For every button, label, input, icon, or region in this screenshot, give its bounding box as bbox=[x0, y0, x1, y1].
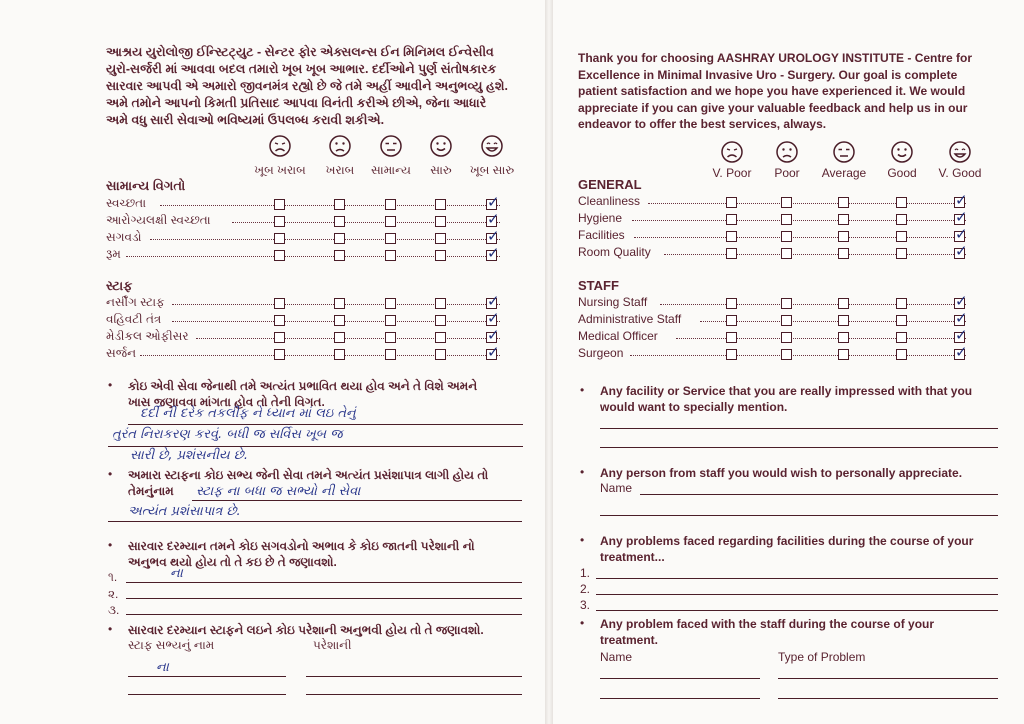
answer-line[interactable] bbox=[600, 678, 760, 679]
check-mark-icon: ✓ bbox=[487, 310, 500, 327]
rating-checkbox[interactable] bbox=[781, 349, 792, 360]
list-number: 3. bbox=[580, 598, 591, 612]
rating-checkbox[interactable] bbox=[896, 197, 907, 208]
rating-checkbox[interactable] bbox=[385, 349, 396, 360]
intro-english bbox=[578, 50, 998, 133]
rating-checkbox[interactable] bbox=[896, 214, 907, 225]
general-section-title: સામાન્ય વિગતો bbox=[106, 178, 186, 193]
rating-checkbox[interactable] bbox=[838, 197, 849, 208]
check-mark-icon: ✓ bbox=[487, 245, 500, 262]
scale-label: ખૂબ સારુ bbox=[469, 163, 515, 177]
answer-line[interactable] bbox=[126, 582, 522, 583]
handwritten-answer: ના bbox=[170, 566, 183, 581]
handwritten-answer: સારી છે, પ્રશંસનીય છે. bbox=[130, 448, 248, 463]
staff-section-title: STAFF bbox=[578, 278, 619, 293]
handwritten-answer: દર્દી ની દરેક તકલીફ ને ધ્યાન માં લઇ તેનું bbox=[140, 406, 356, 421]
question-text: અમારા સ્ટાફના કોઇ સભ્ય જેની સેવા તમને અત્યંત પ્રસંશાપાત્ર લાગી હોય તો bbox=[128, 468, 489, 482]
answer-line[interactable] bbox=[108, 446, 523, 447]
dotted-leader bbox=[196, 338, 500, 339]
rating-checkbox[interactable] bbox=[726, 197, 737, 208]
row-label: Room Quality bbox=[578, 245, 651, 259]
check-mark-icon: ✓ bbox=[487, 211, 500, 228]
row-label: Hygiene bbox=[578, 211, 623, 225]
answer-line[interactable] bbox=[600, 515, 998, 516]
very-poor-face-icon bbox=[269, 135, 291, 157]
question-text: treatment. bbox=[600, 633, 659, 647]
question-2-en: Any person from staff you would wish to personally appreciate. bbox=[600, 466, 963, 480]
rating-checkbox[interactable] bbox=[726, 214, 737, 225]
row-label: Medical Officer bbox=[578, 329, 658, 343]
intro-line: યુરો-સર્જરી માં આવવા બદલ તમારો ખૂબ ખૂબ આભાર. દર્દીઓને પુર્ણ સંતોષકારક bbox=[106, 62, 497, 76]
scale-label: Average bbox=[821, 166, 867, 180]
rating-checkbox[interactable] bbox=[838, 315, 849, 326]
rating-checkbox[interactable] bbox=[334, 250, 345, 261]
dotted-leader bbox=[700, 321, 966, 322]
answer-line[interactable] bbox=[596, 594, 998, 595]
question-text: Any problem faced with the staff during the course of your bbox=[600, 617, 935, 631]
row-label: Facilities bbox=[578, 228, 625, 242]
staff-section-title: સ્ટાફ bbox=[106, 278, 133, 293]
rating-checkbox[interactable] bbox=[781, 231, 792, 242]
question-4-en bbox=[600, 616, 1000, 648]
intro-line: અમે તમોને આપનો કિમતી પ્રતિસાદ આપવા વિનંતી કરીએ છીએ, જેના આધારે bbox=[106, 96, 487, 110]
answer-line[interactable] bbox=[640, 494, 998, 495]
rating-checkbox[interactable] bbox=[838, 349, 849, 360]
list-number: ૩. bbox=[108, 603, 120, 617]
question-3-gu bbox=[128, 538, 538, 570]
rating-checkbox[interactable] bbox=[385, 332, 396, 343]
scale-label: સામાન્ય bbox=[371, 163, 411, 177]
handwritten-answer: અત્યંત પ્રશંસાપાત્ર છે. bbox=[128, 504, 241, 519]
list-number: ૨. bbox=[108, 587, 119, 601]
rating-checkbox[interactable] bbox=[274, 233, 285, 244]
scale-label: Poor bbox=[774, 166, 800, 180]
staff-name-label: સ્ટાફ સભ્યનું નામ bbox=[128, 638, 215, 652]
intro-line: endeavor to offer the best services, always. bbox=[578, 117, 827, 131]
rating-checkbox[interactable] bbox=[435, 199, 446, 210]
rating-checkbox[interactable] bbox=[838, 214, 849, 225]
rating-checkbox[interactable] bbox=[726, 231, 737, 242]
dotted-leader bbox=[150, 239, 500, 240]
problem-type-label: Type of Problem bbox=[778, 650, 866, 664]
intro-line: Thank you for choosing AASHRAY UROLOGY INSTITUTE - Centre for bbox=[578, 51, 973, 65]
question-text: અનુભવ થયો હોય તો તે કઇ છે તે જણાવશો. bbox=[128, 555, 337, 569]
answer-line[interactable] bbox=[128, 694, 286, 695]
rating-checkbox[interactable] bbox=[334, 199, 345, 210]
check-mark-icon: ✓ bbox=[955, 209, 968, 226]
rating-checkbox[interactable] bbox=[896, 332, 907, 343]
check-mark-icon: ✓ bbox=[487, 293, 500, 310]
rating-checkbox[interactable] bbox=[838, 332, 849, 343]
row-label: Cleanliness bbox=[578, 194, 641, 208]
rating-checkbox[interactable] bbox=[838, 231, 849, 242]
rating-checkbox[interactable] bbox=[726, 315, 737, 326]
rating-checkbox[interactable] bbox=[274, 315, 285, 326]
answer-line[interactable] bbox=[192, 500, 522, 501]
answer-line[interactable] bbox=[126, 598, 522, 599]
rating-checkbox[interactable] bbox=[385, 216, 396, 227]
average-face-icon bbox=[833, 141, 855, 163]
rating-checkbox[interactable] bbox=[726, 349, 737, 360]
answer-line[interactable] bbox=[306, 694, 522, 695]
rating-checkbox[interactable] bbox=[385, 315, 396, 326]
rating-checkbox[interactable] bbox=[435, 233, 446, 244]
dotted-leader bbox=[664, 254, 966, 255]
intro-line: Excellence in Minimal Invasive Uro - Surgery. Our goal is complete bbox=[578, 67, 958, 82]
question-1-en bbox=[600, 383, 1000, 415]
rating-checkbox[interactable] bbox=[385, 298, 396, 309]
intro-line: appreciate if you can give your valuable feedback and help us in our bbox=[578, 100, 968, 115]
row-label: મેડીકલ ઓફીસર bbox=[106, 329, 189, 343]
scale-label: V. Poor bbox=[712, 166, 752, 180]
answer-line[interactable] bbox=[778, 698, 998, 699]
answer-line[interactable] bbox=[596, 610, 998, 611]
answer-line[interactable] bbox=[126, 614, 522, 615]
name-label: Name bbox=[600, 650, 633, 664]
rating-checkbox[interactable] bbox=[334, 349, 345, 360]
answer-line[interactable] bbox=[306, 676, 522, 677]
rating-checkbox[interactable] bbox=[385, 250, 396, 261]
answer-line[interactable] bbox=[778, 678, 998, 679]
poor-face-icon bbox=[776, 141, 798, 163]
question-text: would want to specially mention. bbox=[600, 400, 788, 414]
answer-line[interactable] bbox=[108, 521, 522, 522]
check-mark-icon: ✓ bbox=[955, 243, 968, 260]
rating-checkbox[interactable] bbox=[726, 332, 737, 343]
check-mark-icon: ✓ bbox=[955, 344, 968, 361]
answer-line[interactable] bbox=[600, 447, 998, 448]
check-mark-icon: ✓ bbox=[487, 228, 500, 245]
rating-checkbox[interactable] bbox=[838, 298, 849, 309]
row-label: સગવડો bbox=[106, 230, 142, 244]
row-label: Surgeon bbox=[578, 346, 624, 360]
scale-label: V. Good bbox=[938, 166, 982, 180]
check-mark-icon: ✓ bbox=[487, 194, 500, 211]
handwritten-answer: ના bbox=[156, 660, 169, 675]
intro-line: આશ્રય યુરોલોજી ઈન્સ્ટિટ્યુટ - સેન્ટર ફોર એક્સલન્સ ઈન મિનિમલ ઈન્વેસીવ bbox=[106, 45, 494, 59]
dotted-leader bbox=[630, 355, 966, 356]
rating-checkbox[interactable] bbox=[781, 332, 792, 343]
dotted-leader bbox=[232, 222, 500, 223]
rating-checkbox[interactable] bbox=[896, 349, 907, 360]
dotted-leader bbox=[634, 237, 966, 238]
intro-line: patient satisfaction and we hope you have experienced it. We would bbox=[578, 84, 966, 98]
question-4-gu: સારવાર દરમ્યાન સ્ટાફને લઇને કોઇ પરેશાની અનુભવી હોય તો તે જણાવશો. bbox=[128, 623, 484, 637]
row-label: સર્જન bbox=[106, 346, 137, 360]
question-text: ખાસ જણાવવા માંગતા હોવ તો તેની વિગત. bbox=[128, 395, 325, 409]
question-3-en bbox=[600, 533, 1000, 565]
row-label: સ્વચ્છતા bbox=[106, 196, 147, 210]
rating-checkbox[interactable] bbox=[896, 315, 907, 326]
bullet-icon: • bbox=[580, 383, 585, 397]
answer-line[interactable] bbox=[128, 676, 286, 677]
rating-checkbox[interactable] bbox=[435, 216, 446, 227]
handwritten-answer: સ્ટાફ ના બધા જ સભ્યો ની સેવા bbox=[196, 484, 361, 499]
very-good-face-icon bbox=[949, 141, 971, 163]
scale-label: Good bbox=[887, 166, 917, 180]
dotted-leader bbox=[632, 220, 966, 221]
rating-checkbox[interactable] bbox=[274, 349, 285, 360]
dotted-leader bbox=[648, 203, 966, 204]
rating-checkbox[interactable] bbox=[435, 250, 446, 261]
row-label: નર્સીંગ સ્ટાફ bbox=[106, 295, 165, 309]
dotted-leader bbox=[140, 355, 500, 356]
very-good-face-icon bbox=[481, 135, 503, 157]
handwritten-answer: તુરંત નિરાકરણ કરવું. બધી જ સર્વિસ ખૂબ જ bbox=[112, 427, 343, 442]
question-text: સારવાર દરમ્યાન તમને કોઇ સગવડોનો અભાવ કે કોઇ જાતની પરેશાની નો bbox=[128, 539, 475, 553]
scale-label: ખૂબ ખરાબ bbox=[254, 163, 306, 177]
question-text: Any facility or Service that you are really impressed with that you bbox=[600, 384, 973, 398]
bullet-icon: • bbox=[580, 533, 585, 547]
very-poor-face-icon bbox=[721, 141, 743, 163]
intro-line: સારવાર આપવી એ અમારો જીવનમંત્ર રહ્યો છે જે તમે અહીં આવીને અનુભવ્યુ હશે. bbox=[106, 79, 509, 93]
answer-line[interactable] bbox=[600, 428, 998, 429]
rating-checkbox[interactable] bbox=[435, 298, 446, 309]
list-number: 1. bbox=[580, 566, 591, 580]
bullet-icon: • bbox=[108, 622, 113, 636]
question-text: તેમનુંનામ bbox=[128, 484, 174, 498]
rating-checkbox[interactable] bbox=[274, 332, 285, 343]
rating-checkbox[interactable] bbox=[274, 298, 285, 309]
check-mark-icon: ✓ bbox=[955, 310, 968, 327]
rating-checkbox[interactable] bbox=[896, 231, 907, 242]
rating-checkbox[interactable] bbox=[274, 199, 285, 210]
problem-label: પરેશાની bbox=[313, 638, 352, 652]
rating-checkbox[interactable] bbox=[781, 197, 792, 208]
question-text: treatment... bbox=[600, 550, 665, 564]
dotted-leader bbox=[160, 205, 500, 206]
answer-line[interactable] bbox=[128, 424, 523, 425]
rating-checkbox[interactable] bbox=[274, 250, 285, 261]
answer-line[interactable] bbox=[596, 578, 998, 579]
rating-checkbox[interactable] bbox=[781, 248, 792, 259]
rating-checkbox[interactable] bbox=[334, 216, 345, 227]
intro-gujarati bbox=[106, 44, 536, 129]
good-face-icon bbox=[430, 135, 452, 157]
rating-checkbox[interactable] bbox=[334, 332, 345, 343]
row-label: Nursing Staff bbox=[578, 295, 648, 309]
rating-checkbox[interactable] bbox=[896, 298, 907, 309]
rating-checkbox[interactable] bbox=[435, 315, 446, 326]
rating-checkbox[interactable] bbox=[435, 332, 446, 343]
rating-checkbox[interactable] bbox=[781, 214, 792, 225]
bullet-icon: • bbox=[108, 538, 113, 552]
row-label: આરોગ્યલક્ષી સ્વચ્છતા bbox=[106, 213, 211, 227]
scale-label: ખરાબ bbox=[325, 163, 355, 177]
rating-checkbox[interactable] bbox=[781, 298, 792, 309]
rating-checkbox[interactable] bbox=[274, 216, 285, 227]
check-mark-icon: ✓ bbox=[955, 226, 968, 243]
general-section-title: GENERAL bbox=[578, 177, 642, 192]
question-text: કોઇ એવી સેવા જેનાથી તમે અત્યંત પ્રભાવિત થયા હોવ અને તે વિશે અમને bbox=[128, 379, 478, 393]
intro-line: અમે વધુ સારી સેવાઓ ભવિષ્યમાં ઉપલબ્ધ કરાવી શકીએ. bbox=[106, 113, 385, 127]
good-face-icon bbox=[891, 141, 913, 163]
row-label: Administrative Staff bbox=[578, 312, 682, 326]
row-label: રૂમ bbox=[106, 247, 121, 261]
rating-checkbox[interactable] bbox=[385, 199, 396, 210]
rating-checkbox[interactable] bbox=[896, 248, 907, 259]
page-fold bbox=[545, 0, 553, 724]
check-mark-icon: ✓ bbox=[487, 344, 500, 361]
check-mark-icon: ✓ bbox=[955, 327, 968, 344]
average-face-icon bbox=[380, 135, 402, 157]
rating-checkbox[interactable] bbox=[334, 315, 345, 326]
check-mark-icon: ✓ bbox=[955, 293, 968, 310]
name-label: Name bbox=[600, 481, 633, 495]
dotted-leader bbox=[676, 338, 966, 339]
scale-label: સારુ bbox=[430, 163, 452, 177]
list-number: 2. bbox=[580, 582, 591, 596]
list-number: ૧. bbox=[108, 570, 118, 584]
check-mark-icon: ✓ bbox=[955, 192, 968, 209]
rating-checkbox[interactable] bbox=[726, 248, 737, 259]
bullet-icon: • bbox=[580, 616, 585, 630]
rating-checkbox[interactable] bbox=[334, 298, 345, 309]
poor-face-icon bbox=[329, 135, 351, 157]
rating-checkbox[interactable] bbox=[385, 233, 396, 244]
check-mark-icon: ✓ bbox=[487, 327, 500, 344]
rating-checkbox[interactable] bbox=[435, 349, 446, 360]
bullet-icon: • bbox=[580, 465, 585, 479]
bullet-icon: • bbox=[108, 378, 113, 392]
rating-checkbox[interactable] bbox=[334, 233, 345, 244]
row-label: વહિવટી તંત્ર bbox=[106, 312, 162, 326]
rating-checkbox[interactable] bbox=[781, 315, 792, 326]
question-text: Any problems faced regarding facilities during the course of your bbox=[600, 534, 974, 548]
rating-checkbox[interactable] bbox=[838, 248, 849, 259]
dotted-leader bbox=[660, 304, 966, 305]
bullet-icon: • bbox=[108, 467, 113, 481]
answer-line[interactable] bbox=[600, 698, 760, 699]
rating-checkbox[interactable] bbox=[726, 298, 737, 309]
